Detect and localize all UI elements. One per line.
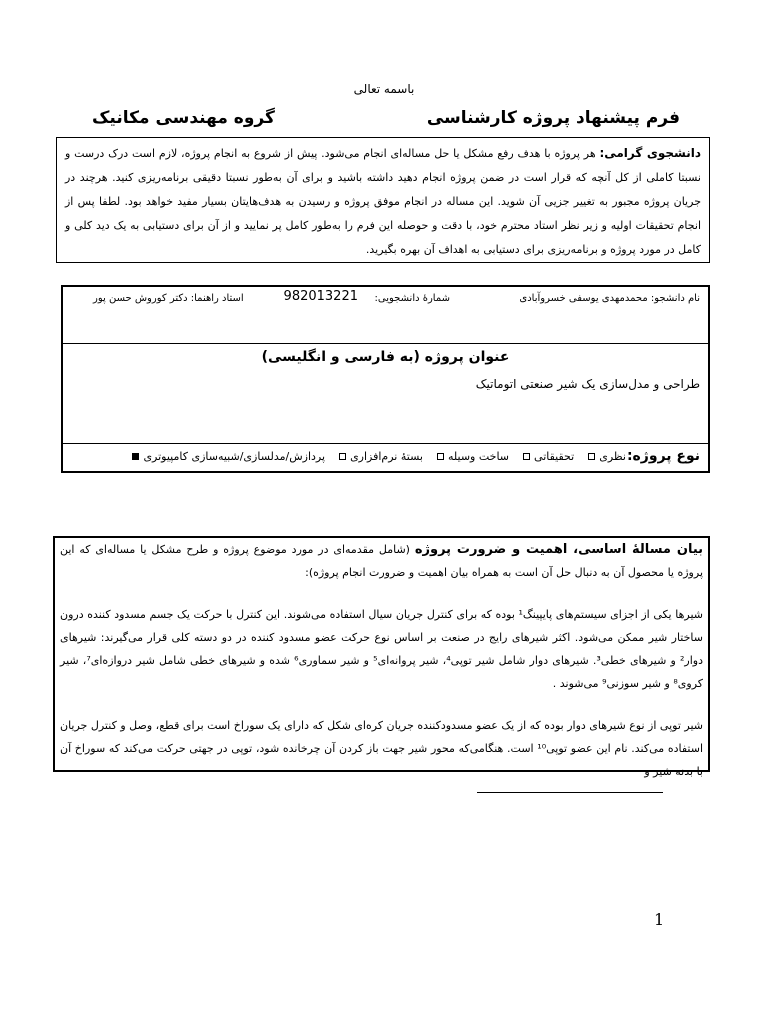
checkbox-icon[interactable] (588, 453, 595, 460)
footnote-separator (477, 792, 663, 793)
project-title-cell (63, 343, 708, 444)
student-info-row (63, 287, 708, 344)
type-option-label: بستهٔ نرم‌افزاری (350, 450, 423, 463)
page-number: 1 (654, 910, 665, 929)
problem-paragraph-2: شیر توپی از نوع شیرهای دوار بوده که از یک عضو مسدودکننده جریان کره‌ای شکل که دارای یک سوراخ است برای قطع، وصل و کنترل جریان استفاده می‌کند. نام این عضو توپی¹⁰ است. هنگامی‌که محور شیر جهت باز کردن آن چرخانده شود، توپی در جهتی حرکت می‌کند که سوراخ آن با بدنه شیر و (60, 719, 704, 778)
intro-heading: دانشجوی گرامی: (599, 146, 701, 160)
student-id: 982013221 (283, 289, 358, 304)
type-option-software[interactable] (339, 450, 423, 463)
bismillah-heading: باسمه تعالی (353, 82, 415, 96)
type-option-research[interactable] (523, 450, 574, 463)
problem-statement-box (53, 536, 710, 778)
problem-heading: بیان مسالهٔ اساسی، اهمیت و ضرورت پروژه (414, 542, 704, 557)
type-option-label: تحقیقاتی (534, 450, 575, 463)
project-type-options (132, 450, 626, 463)
student-info-table (61, 285, 710, 473)
problem-intro (60, 538, 703, 584)
form-title: فرم پیشنهاد پروژه کارشناسی (426, 108, 680, 128)
department-title: گروه مهندسی مکانیک (92, 108, 275, 128)
type-option-label: ساخت وسیله (447, 450, 510, 463)
checkbox-icon[interactable] (437, 453, 444, 460)
project-type-label: نوع پروژه: (626, 448, 700, 464)
checkbox-icon[interactable] (339, 453, 346, 460)
type-option-simulation[interactable] (132, 450, 325, 463)
project-title-value: طراحی و مدل‌سازی یک شیر صنعتی اتوماتیک (475, 377, 700, 391)
checked-checkbox-icon[interactable] (132, 453, 139, 460)
type-option-device[interactable] (437, 450, 509, 463)
checkbox-icon[interactable] (523, 453, 530, 460)
type-option-label: پردازش/مدلسازی/شبیه‌سازی کامپیوتری (143, 450, 326, 463)
type-option-theoretical[interactable] (588, 450, 626, 463)
problem-subheading: (شامل مقدمه‌ای در مورد موضوع پروژه و طرح مشکل یا مساله‌ای که این پروژه یا محصول آن به دنبال حل آن است به همراه بیان اهمیت و ضرورت انجام پروژه): (60, 543, 703, 579)
advisor-name: استاد راهنما: دکتر کوروش حسن پور (93, 293, 244, 304)
type-option-label: نظری (599, 450, 626, 463)
project-type-row (63, 443, 708, 471)
intro-box (56, 137, 710, 263)
student-name: نام دانشجو: محمدمهدی یوسفی خسروآبادی (519, 293, 700, 304)
student-id-label: شمارهٔ دانشجویی: (374, 293, 450, 304)
intro-paragraph (65, 141, 701, 262)
problem-paragraph-1: شیرها یکی از اجزای سیستم‌های پایپینگ¹ بوده که برای کنترل جریان سیال استفاده می‌شوند. این کنترل با حرکت یک جسم مسدود کننده درون ساختار شیر ممکن می‌شود. اکثر شیرهای رایج در صنعت بر اساس نوع حرکت عضو مسدود کننده در دو دسته کلی قرار می‌گیرند: شیرهای دوار² و شیرهای خطی³. شیرهای دوار شامل شیر توپی⁴، شیر پروانه‌ای⁵ و شیر سماوری⁶ شده و شیرهای خطی شامل شیر دروازه‌ای⁷، شیر کروی⁸ و شیر سوزنی⁹ می‌شوند . (60, 608, 703, 690)
project-title-heading: عنوان پروژه (به فارسی و انگلیسی) (261, 349, 510, 365)
intro-text: هر پروژه با هدف رفع مشکل یا حل مساله‌ای انجام می‌شود. پیش از شروع به انجام پروژه، لازم است درک درست و نسبتا کاملی از کل آنچه که قرار است در ضمن پروژه انجام دهید داشته باشید و برای آن به‌طور نسبتا دقیقی برنامه‌ریزی کنید. هرچند در جریان پروژه مجبور به تغییر جزیی آن شوید. این مساله در انجام موفق پروژه و رسیدن به هدف‌هایتان بسیار مفید خواهد بود. لطفا پس از انجام تحقیقات اولیه و زیر نظر استاد محترم خود، با دقت و حوصله این فرم را به‌طور کامل پر نمایید و از آن برای دستیابی به یک دید کلی و کامل در مورد پروژه و برنامه‌ریزی برای دستیابی به اهداف آن بهره بگیرید. (65, 147, 701, 256)
